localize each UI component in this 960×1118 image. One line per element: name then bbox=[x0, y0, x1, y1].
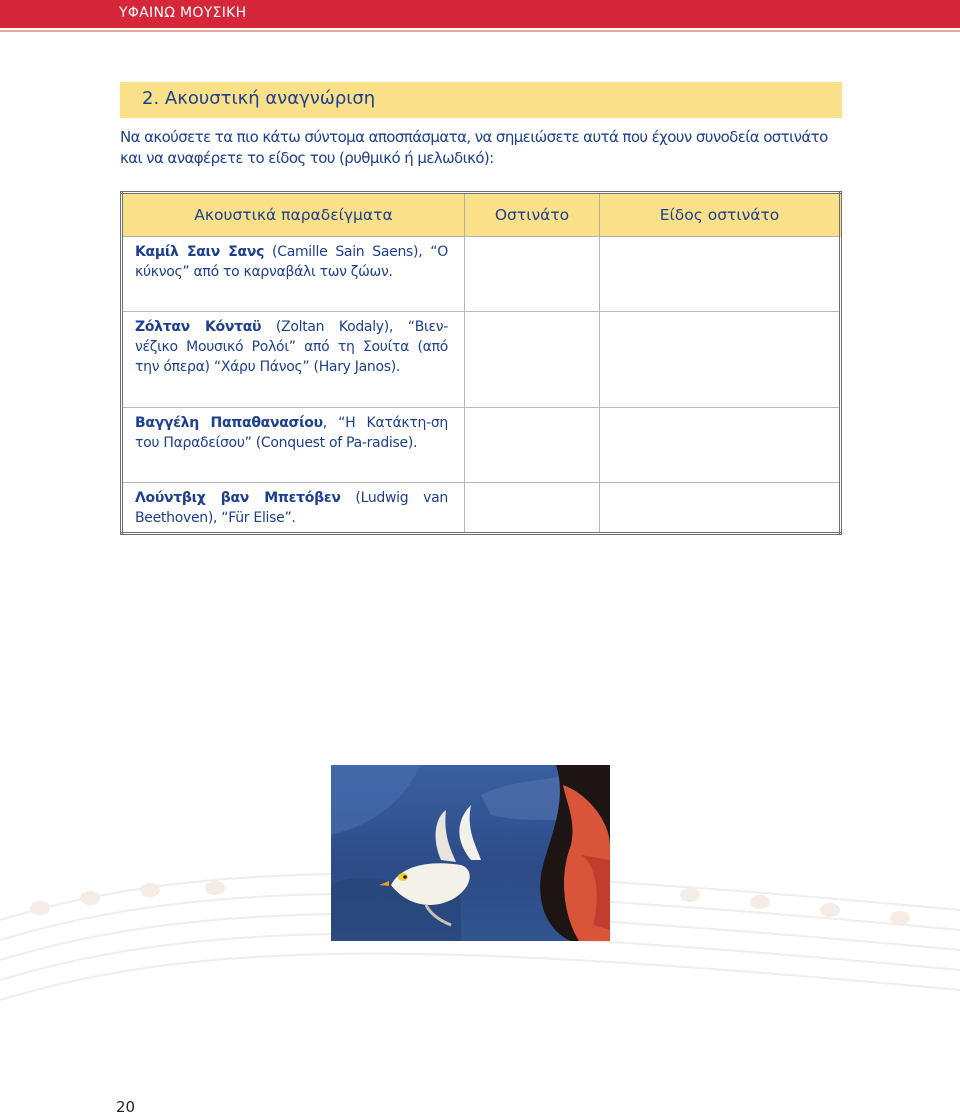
page-number: 20 bbox=[116, 1098, 136, 1116]
ostinato-answer-cell[interactable] bbox=[465, 312, 600, 408]
example-cell bbox=[122, 408, 465, 483]
composer-name: Καμίλ Σαιν Σανς bbox=[135, 244, 265, 260]
composer-name: Λούντβιχ βαν Μπετόβεν bbox=[135, 490, 341, 506]
ostinato-answer-cell[interactable] bbox=[465, 483, 600, 534]
composer-name: Ζόλταν Κόνταϋ bbox=[135, 319, 262, 335]
ostinato-type-answer-cell[interactable] bbox=[600, 237, 841, 312]
ostinato-answer-cell[interactable] bbox=[465, 237, 600, 312]
example-cell bbox=[122, 237, 465, 312]
running-header bbox=[0, 0, 960, 28]
example-details: (Zoltan Kodaly), “Βιεν-νέζικο Μουσικό Ρολόι” από τη Σουίτα (από την όπερα) “Χάρυ Πάνος” (Hary Janos). bbox=[135, 319, 448, 375]
example-details: (Ludwig van Beethoven), “Für Elise”. bbox=[135, 490, 449, 526]
example-cell bbox=[122, 312, 465, 408]
header-divider bbox=[0, 30, 960, 32]
example-details: (Camille Sain Saens), “Ο κύκνος” από το καρναβάλι των ζώων. bbox=[135, 244, 448, 280]
ostinato-type-answer-cell[interactable] bbox=[600, 483, 841, 534]
table-header-row bbox=[122, 193, 841, 237]
table-row bbox=[122, 408, 841, 483]
column-header-ostinato: Οστινάτο bbox=[465, 193, 600, 237]
running-header-title: ΥΦΑΙΝΩ ΜΟΥΣΙΚΗ bbox=[119, 5, 247, 21]
listening-exercise-table bbox=[120, 191, 842, 535]
column-header-examples: Ακουστικά παραδείγματα bbox=[122, 193, 465, 237]
table-row bbox=[122, 483, 841, 534]
ostinato-answer-cell[interactable] bbox=[465, 408, 600, 483]
example-cell bbox=[122, 483, 465, 534]
column-header-ostinato-type: Είδος οστινάτο bbox=[600, 193, 841, 237]
example-details: , “Η Κατάκτη-ση του Παραδείσου” (Conquest of Pa-radise). bbox=[135, 415, 448, 451]
ostinato-type-answer-cell[interactable] bbox=[600, 408, 841, 483]
table-row bbox=[122, 312, 841, 408]
table-row bbox=[122, 237, 841, 312]
painting-bird-image bbox=[331, 765, 610, 941]
ostinato-type-answer-cell[interactable] bbox=[600, 312, 841, 408]
instructions-text: Να ακούσετε τα πιο κάτω σύντομα αποσπάσματα, να σημειώσετε αυτά που έχουν συνοδεία οστινάτο και να αναφέρετε το είδος του (ρυθμικό ή μελωδικό): bbox=[120, 128, 828, 167]
section-title: 2. Ακουστική αναγνώριση bbox=[142, 88, 376, 109]
section-title-bar bbox=[120, 82, 842, 118]
composer-name: Βαγγέλη Παπαθανασίου bbox=[135, 415, 323, 431]
